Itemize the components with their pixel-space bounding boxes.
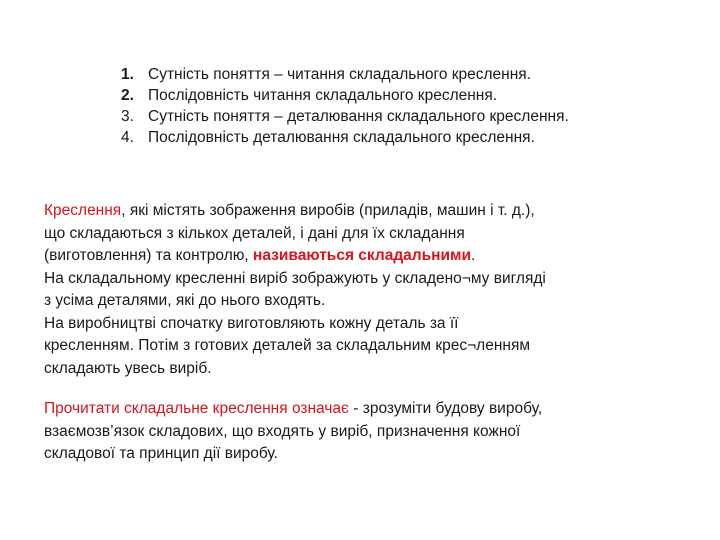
outline-item-number: 3. [121, 108, 134, 125]
definition-line-3-start: (виготовлення) та контролю, [44, 247, 253, 264]
definition-line-1 [44, 200, 694, 223]
outline-item-text: Сутність поняття – читання складального креслення. [148, 66, 531, 83]
definition-line-3-end: . [471, 247, 476, 264]
outline-item-number: 2. [121, 87, 134, 104]
reading-line-1 [44, 398, 694, 421]
reading-line-1-rest: - зрозуміти будову виробу, [348, 400, 543, 417]
outline-item-text: Сутність поняття – деталювання складального креслення. [148, 108, 569, 125]
topic-outline-list [121, 64, 701, 148]
reading-line-3: складової та принцип дії виробу. [44, 445, 278, 462]
definition-line-7: кресленням. Потім з готових деталей за складальним крес¬ленням [44, 337, 530, 354]
definition-paragraph [44, 200, 694, 380]
definition-line-1-rest: , які містять зображення виробів (приладів, машин і т. д.), [121, 202, 535, 219]
reading-term: Прочитати складальне креслення означає [44, 400, 349, 417]
definition-line-4: На складальному кресленні виріб зображують у складено¬му вигляді [44, 269, 546, 287]
definition-line-3 [44, 245, 694, 268]
outline-item-number: 1. [121, 66, 134, 83]
outline-item-text: Послідовність читання складального креслення. [148, 87, 498, 104]
reading-paragraph [44, 398, 694, 466]
definition-line-8: складають увесь виріб. [44, 359, 212, 377]
definition-line-6: На виробництві спочатку виготовляють кожну деталь за її [44, 314, 459, 332]
definition-highlight: називаються складальними [253, 247, 472, 264]
definition-term: Креслення [44, 202, 122, 219]
outline-item-3 [121, 106, 701, 127]
definition-line-2: що складаються з кількох деталей, і дані для їх складання [44, 224, 465, 242]
outline-item-1 [121, 64, 701, 85]
outline-item-number: 4. [121, 129, 134, 146]
outline-item-2 [121, 85, 701, 106]
outline-item-text: Послідовність деталювання складального креслення. [148, 129, 535, 146]
outline-item-4 [121, 127, 701, 148]
reading-line-2: взаємозв’язок складових, що входять у виріб, призначення кожної [44, 422, 521, 440]
definition-line-5: з усіма деталями, які до нього входять. [44, 292, 326, 309]
